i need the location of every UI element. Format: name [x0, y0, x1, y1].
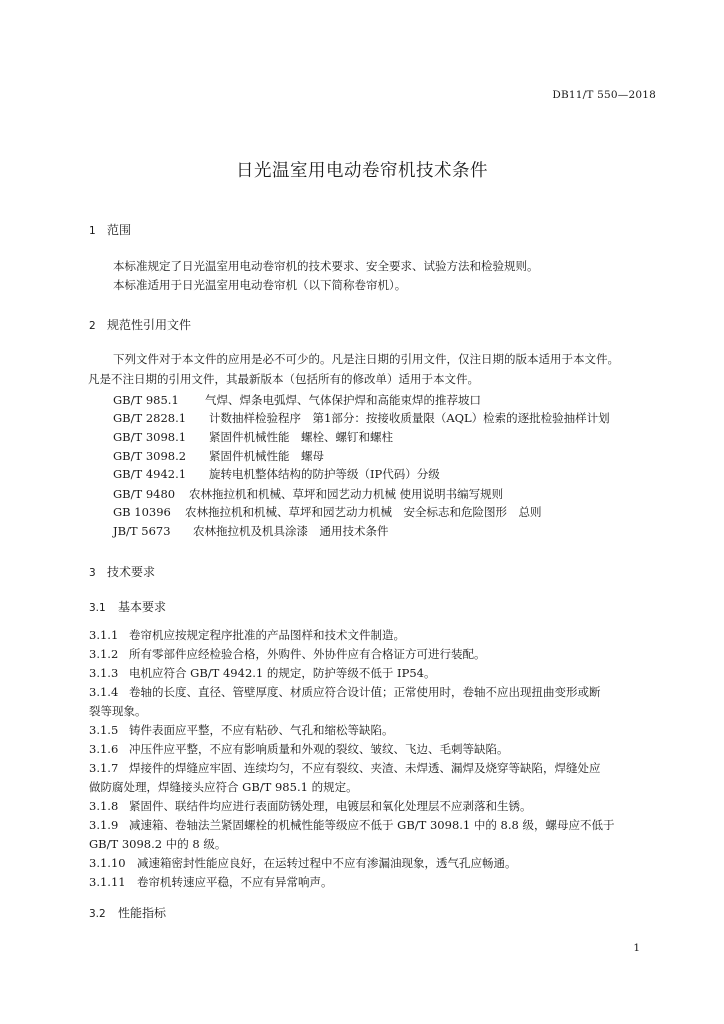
document-title: 日光温室用电动卷帘机技术条件 [236, 161, 488, 181]
reference-item [113, 392, 481, 408]
reference-code: GB/T 9480 [113, 487, 176, 501]
reference-name: 农林拖拉机和机械、草坪和园艺动力机械 安全标志和危险图形 总则 [185, 505, 542, 519]
reference-code: JB/T 5673 [113, 524, 171, 538]
reference-code: GB/T 985.1 [113, 393, 179, 407]
clause-number: 3.1.5 [89, 723, 119, 737]
clause [89, 625, 655, 645]
clause-number: 3.1.2 [89, 647, 119, 661]
references-intro: 凡是不注日期的引用文件，其最新版本（包括所有的修改单）适用于本文件。 [88, 372, 479, 386]
subsection-heading-basic-requirements [89, 598, 166, 615]
reference-item [113, 410, 610, 426]
reference-item [113, 486, 503, 502]
clause [89, 796, 655, 816]
clause [89, 682, 655, 702]
reference-code: GB/T 4942.1 [113, 467, 187, 481]
reference-code: GB 10396 [113, 505, 171, 519]
clause-number: 3.1.10 [89, 856, 126, 870]
subsection-title: 性能指标 [118, 906, 167, 920]
reference-code: GB/T 2828.1 [113, 411, 187, 425]
reference-code: GB/T 3098.2 [113, 449, 187, 463]
section-number: 3 [89, 567, 96, 579]
page-number: 1 [633, 942, 640, 954]
clause-text: 所有零部件应经检验合格，外购件、外协件应有合格证方可进行装配。 [129, 647, 486, 661]
clause [89, 644, 655, 664]
clause [89, 758, 655, 778]
clause-text: 电机应符合 GB/T 4942.1 的规定，防护等级不低于 IP54。 [129, 666, 436, 680]
clause-number: 3.1.7 [89, 761, 119, 775]
references-intro: 下列文件对于本文件的应用是必不可少的。凡是注日期的引用文件，仅注日期的版本适用于本文件。 [113, 352, 619, 366]
clause-text: 铸件表面应平整，不应有粘砂、气孔和缩松等缺陷。 [129, 723, 394, 737]
scope-paragraph: 本标准适用于日光温室用电动卷帘机（以下简称卷帘机）。 [113, 278, 407, 292]
clause-number: 3.1.3 [89, 666, 119, 680]
clause [89, 853, 655, 873]
clause-number: 3.1.6 [89, 742, 119, 756]
clause-continuation: 裂等现象。 [89, 704, 147, 718]
clause [89, 739, 655, 759]
reference-name: 旋转电机整体结构的防护等级（IP代码）分级 [209, 467, 440, 481]
clause [89, 815, 655, 835]
reference-item [113, 523, 389, 539]
reference-name: 气焊、焊条电弧焊、气体保护焊和高能束焊的推荐坡口 [205, 393, 481, 407]
subsection-number: 3.2 [89, 908, 106, 920]
scope-paragraph: 本标准规定了日光温室用电动卷帘机的技术要求、安全要求、试验方法和检验规则。 [113, 259, 539, 273]
clause-number: 3.1.11 [89, 875, 126, 889]
reference-name: 紧固件机械性能 螺母 [209, 449, 324, 463]
reference-item [113, 429, 393, 445]
reference-item [113, 504, 542, 520]
reference-code: GB/T 3098.1 [113, 430, 187, 444]
subsection-heading-performance [89, 904, 166, 921]
reference-name: 计数抽样检验程序 第1部分：按接收质量限（AQL）检索的逐批检验抽样计划 [209, 411, 610, 425]
clause-number: 3.1.9 [89, 818, 119, 832]
clause [89, 720, 655, 740]
section-title: 规范性引用文件 [107, 318, 192, 332]
clause-text: 焊接件的焊缝应牢固、连续均匀，不应有裂纹、夹渣、未焊透、漏焊及烧穿等缺陷，焊缝处应 [129, 761, 601, 775]
section-number: 2 [89, 320, 96, 332]
section-heading-technical-requirements [89, 563, 155, 580]
section-number: 1 [89, 225, 96, 237]
clause-number: 3.1.4 [89, 685, 119, 699]
clause [89, 872, 655, 892]
clause-continuation: GB/T 3098.2 中的 8 级。 [89, 837, 227, 851]
document-code: DB11/T 550—2018 [552, 89, 656, 101]
reference-item [113, 448, 324, 464]
clause-number: 3.1.1 [89, 628, 119, 642]
reference-name: 农林拖拉机和机械、草坪和园艺动力机械 使用说明书编写规则 [189, 487, 504, 501]
subsection-title: 基本要求 [118, 600, 167, 614]
clause-text: 卷轴的长度、直径、管壁厚度、材质应符合设计值；正常使用时，卷轴不应出现扭曲变形或断 [129, 685, 601, 699]
clause-text: 卷帘机应按规定程序批准的产品图样和技术文件制造。 [129, 628, 405, 642]
clause-number: 3.1.8 [89, 799, 119, 813]
reference-name: 紧固件机械性能 螺栓、螺钉和螺柱 [209, 430, 393, 444]
section-title: 技术要求 [107, 565, 156, 579]
clause-text: 减速箱、卷轴法兰紧固螺栓的机械性能等级应不低于 GB/T 3098.1 中的 8.8 级，螺母应不低于 [129, 818, 615, 832]
section-title: 范围 [107, 223, 132, 237]
clause-continuation: 做防腐处理，焊缝接头应符合 GB/T 985.1 的规定。 [89, 780, 358, 794]
clause-text: 减速箱密封性能应良好，在运转过程中不应有渗漏油现象，透气孔应畅通。 [137, 856, 517, 870]
section-heading-normative-references [89, 316, 191, 333]
clause-text: 冲压件应平整，不应有影响质量和外观的裂纹、皱纹、飞边、毛刺等缺陷。 [129, 742, 509, 756]
reference-name: 农林拖拉机及机具涂漆 通用技术条件 [193, 524, 389, 538]
clause-text: 紧固件、联结件均应进行表面防锈处理，电镀层和氧化处理层不应剥落和生锈。 [129, 799, 532, 813]
subsection-number: 3.1 [89, 602, 106, 614]
reference-item [113, 466, 440, 482]
section-heading-scope [89, 221, 131, 238]
clause-text: 卷帘机转速应平稳，不应有异常响声。 [137, 875, 333, 889]
clause [89, 663, 655, 683]
